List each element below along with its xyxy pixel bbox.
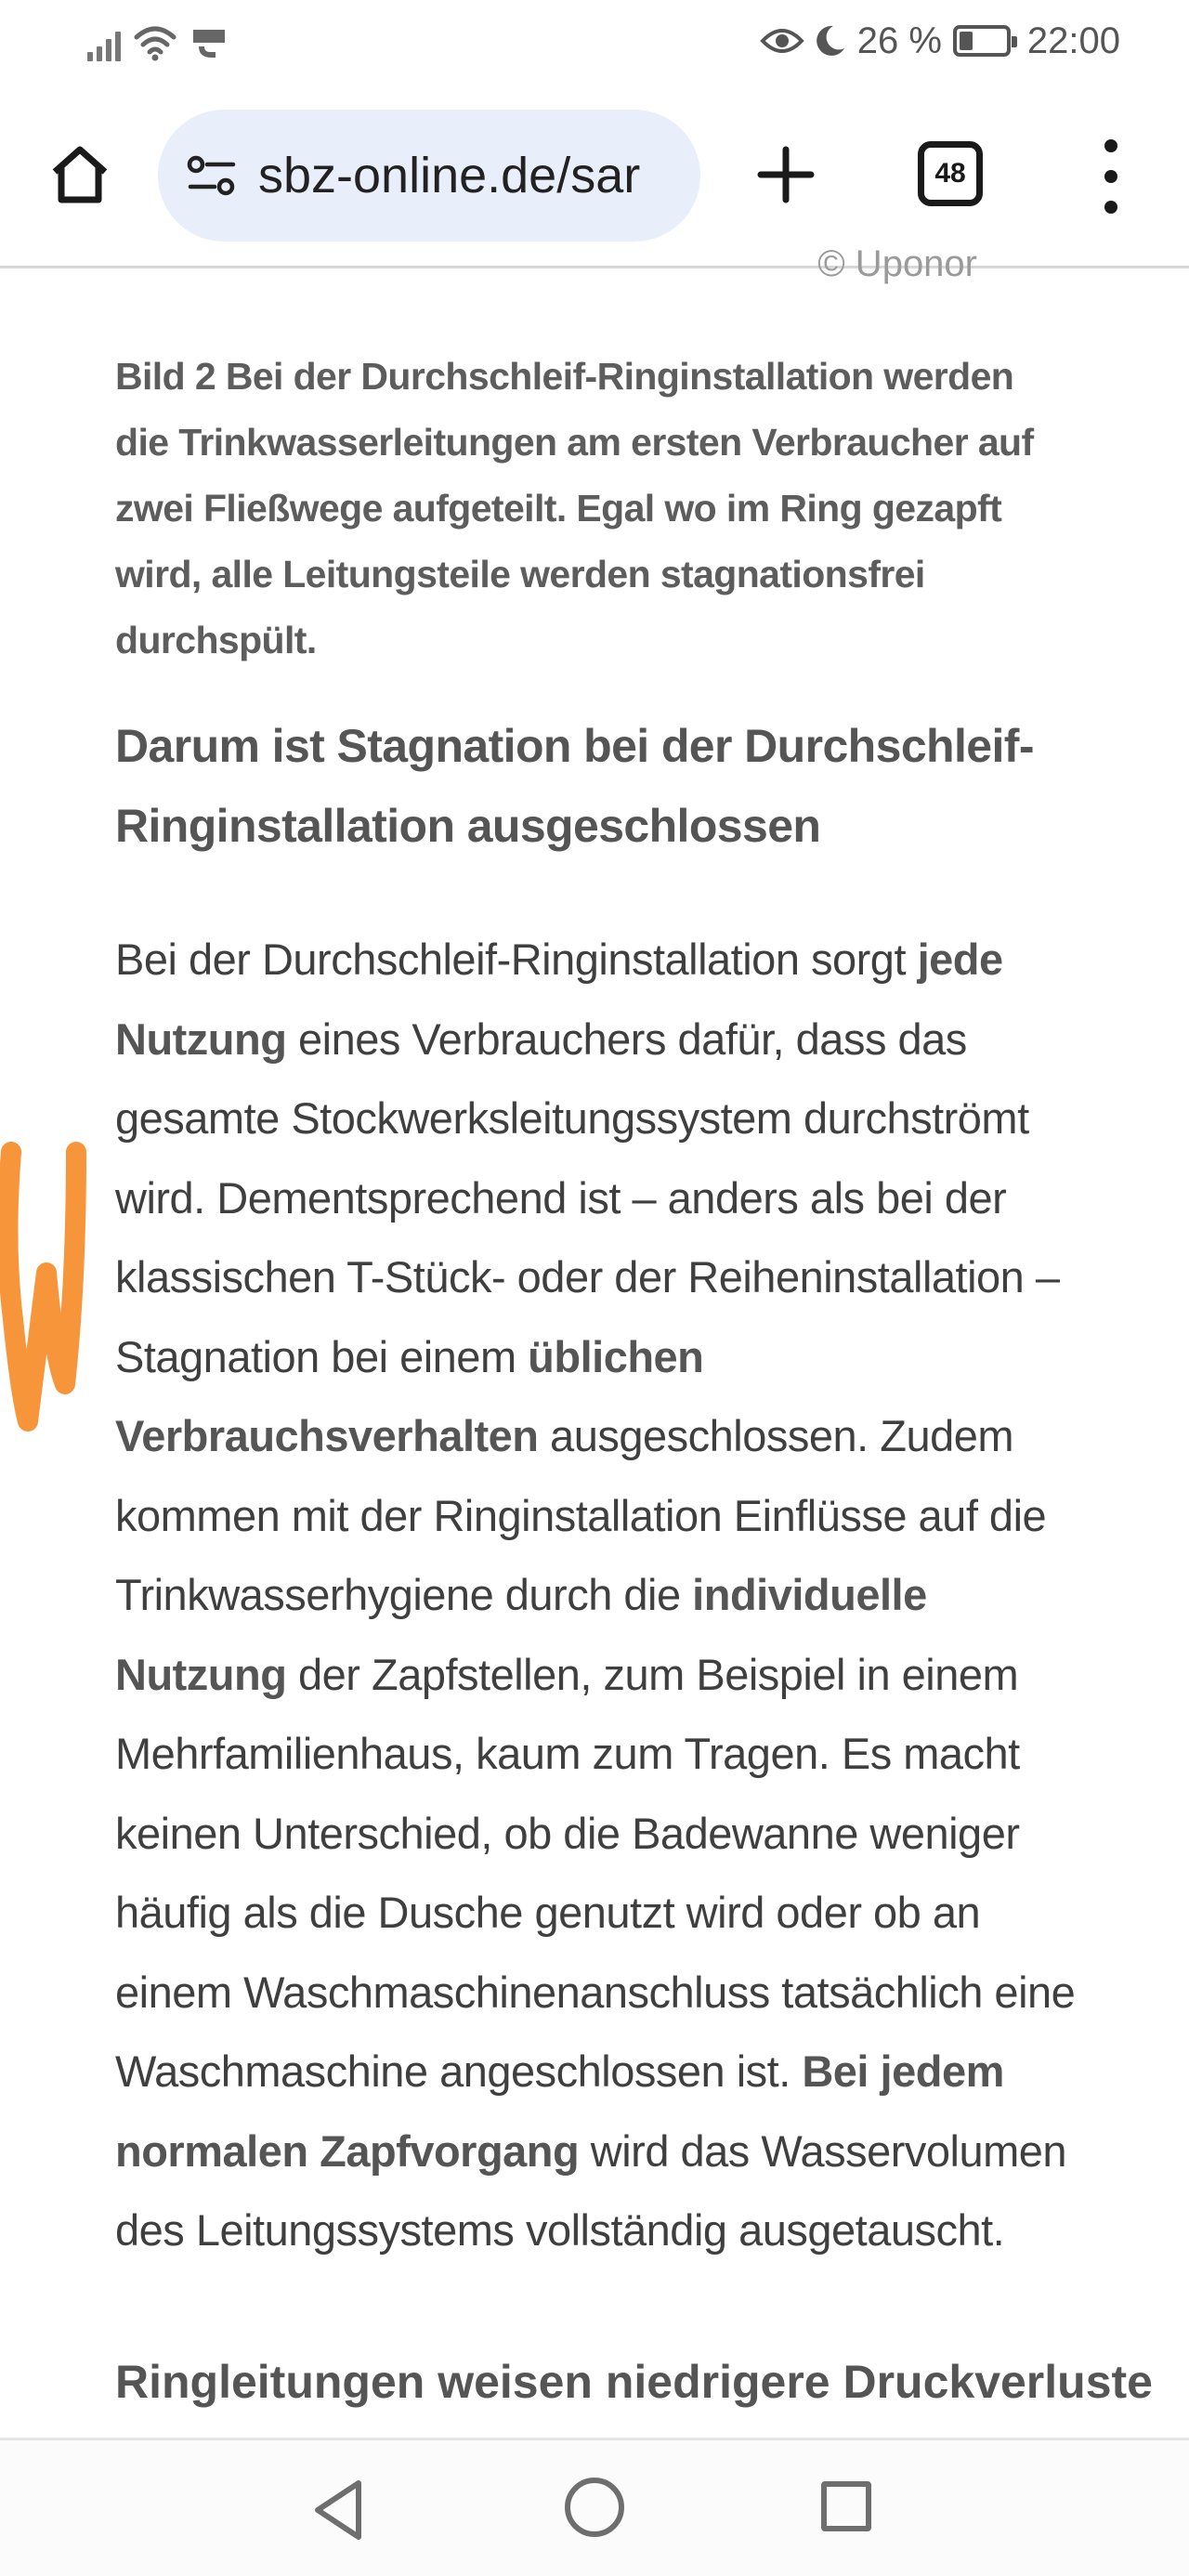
plus-icon: [757, 146, 815, 203]
paragraph-text: eines Verbrauchers dafür, dass das gesamte Stockwerksleitungssystem durchströmt wird. Dementsprechend ist – anders als bei der klassischen T-Stück- oder der Reiheninstallation – Stagnation bei einem: [115, 1013, 1060, 1381]
next-section-heading: Ringleitungen weisen niedrigere Druckverluste: [115, 2356, 1153, 2408]
tabs-icon[interactable]: [918, 141, 983, 206]
recents-icon[interactable]: [821, 2481, 871, 2531]
section-heading: Darum ist Stagnation bei der Durchschleif-Ringinstallation ausgeschlossen: [115, 720, 1034, 852]
browser-toolbar: [0, 102, 1189, 251]
image-credit: © Uponor: [817, 243, 977, 284]
image-caption: Bild 2 Bei der Durchschleif-Ringinstallation werden die Trinkwasserleitungen am ersten Verbraucher auf zwei Fließwege aufgeteilt. Egal wo im Ring gezapft wird, alle Leitungsteile werden stagnationsfrei durchspült.: [115, 355, 1034, 661]
status-left: [87, 20, 229, 61]
status-bar: [0, 0, 1189, 84]
site-info-icon[interactable]: [184, 148, 240, 203]
home-button[interactable]: [45, 139, 115, 210]
wifi-calling-icon: [189, 24, 229, 61]
status-right: [761, 17, 1120, 65]
article-paragraph: [115, 920, 1100, 2270]
paragraph-text: ausgeschlossen. Zudem kommen mit der Ringinstallation Einflüsse auf die Trinkwasserhygiene durch die: [115, 1411, 1047, 1619]
home-circle-icon[interactable]: [565, 2478, 624, 2537]
system-nav-bar: [0, 2440, 1189, 2576]
article-content: [115, 243, 1153, 2434]
address-bar[interactable]: [158, 110, 700, 242]
emphasis-text: Bei jedem normalen Zapfvorgang: [115, 2046, 1004, 2176]
paragraph-text: wird das Wasservolumen des Leitungssystems vollständig ausgetauscht.: [115, 2125, 1067, 2255]
battery-percent: 26 %: [856, 20, 942, 61]
emphasis-text: individuelle Nutzung: [115, 1570, 927, 1699]
signal-icon: [87, 28, 121, 61]
more-vert-icon[interactable]: [1085, 139, 1137, 214]
new-tab-button[interactable]: [749, 137, 823, 212]
paragraph-text: der Zapfstellen, zum Beispiel in einem Mehrfamilienhaus, kaum zum Tragen. Es macht keinen Unterschied, ob die Badewanne weniger häufig als die Dusche genutzt wird oder ob an einem Waschmaschinenanschluss tatsächlich eine Waschmaschine angeschlossen ist.: [115, 1649, 1076, 2096]
orange-annotation-mark: [0, 1115, 102, 1458]
emphasis-text: jede Nutzung: [115, 935, 1003, 1064]
back-icon[interactable]: [310, 2478, 366, 2543]
wifi-icon: [134, 24, 176, 61]
paragraph-text: Bei der Durchschleif-Ringinstallation sorgt: [115, 935, 918, 984]
clock: 22:00: [1026, 20, 1120, 61]
battery-icon: [953, 25, 1011, 57]
tab-count: 48: [934, 158, 966, 189]
home-icon: [49, 144, 111, 205]
url-text[interactable]: sbz-online.de/sar: [258, 148, 641, 203]
toolbar-divider: [0, 266, 1189, 268]
eye-icon: [761, 26, 804, 56]
moon-icon: [815, 24, 846, 58]
emphasis-text: üblichen Verbrauchsverhalten: [115, 1331, 704, 1460]
